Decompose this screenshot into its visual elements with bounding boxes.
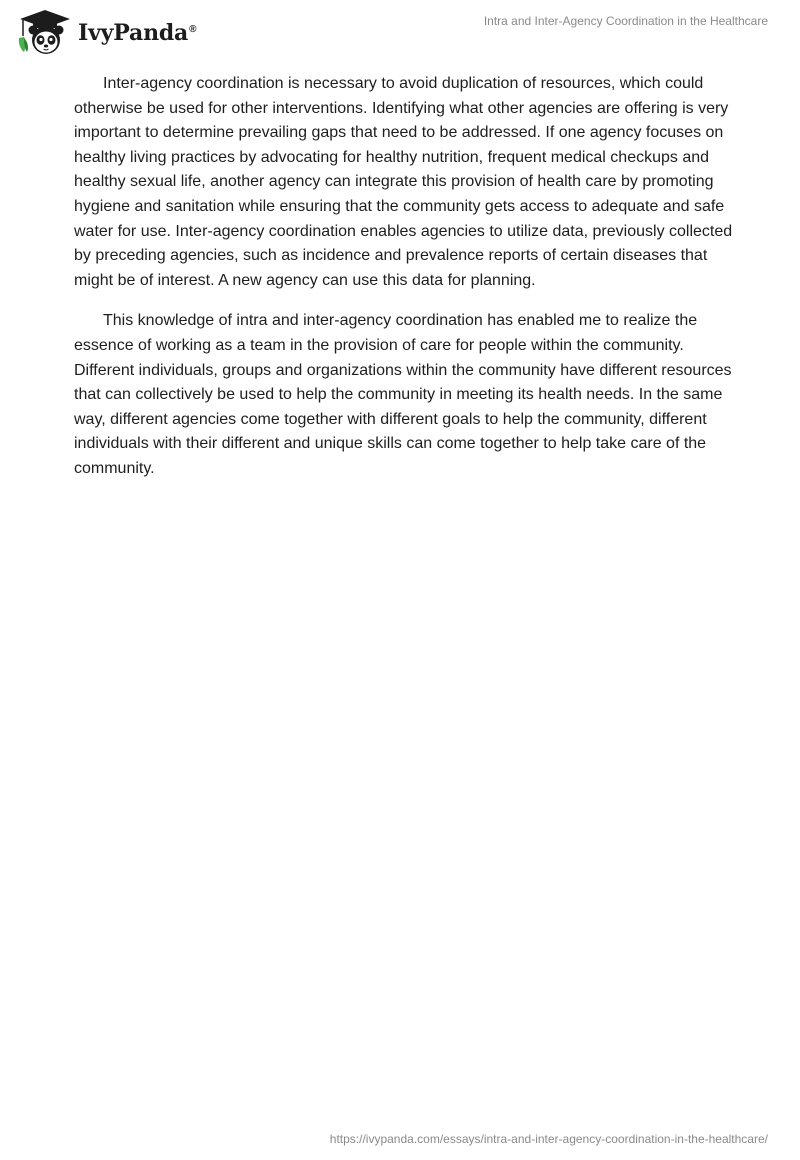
page-header	[0, 0, 800, 60]
document-title: Intra and Inter-Agency Coordination in the Healthcare	[483, 14, 768, 28]
paragraph-2: This knowledge of intra and inter-agency coordination has enabled me to realize the essence of working as a team in the provision of care for people within the community. Different individuals, groups and organizations within the community have different resources that can collectively be used to help the community in meeting its health needs. In the same way, different agencies come together with different goals to help the community, different individuals with their different and unique skills can come together to help take care of the community.	[74, 312, 732, 477]
essay-body	[74, 72, 734, 498]
brand-name-text: IvyPanda	[78, 20, 189, 46]
ivypanda-logo[interactable]	[16, 8, 196, 56]
source-url-link[interactable]: https://ivypanda.com/essays/intra-and-inter-agency-coordination-in-the-healthcare/	[329, 1132, 768, 1146]
panda-graduate-icon	[16, 8, 74, 56]
paragraph-1: Inter-agency coordination is necessary to avoid duplication of resources, which could otherwise be used for other interventions. Identifying what other agencies are offering is very important to determine prevailing gaps that need to be addressed. If one agency focuses on healthy living practices by advocating for healthy nutrition, frequent medical checkups and healthy sexual life, another agency can integrate this provision of health care by promoting hygiene and sanitation while ensuring that the community gets access to adequate and safe water for use. Inter-agency coordination enables agencies to utilize data, previously collected by preceding agencies, such as incidence and prevalence reports of certain diseases that might be of interest. A new agency can use this data for planning.	[74, 75, 733, 289]
registered-mark: ®	[189, 23, 197, 35]
brand-name	[78, 20, 196, 46]
